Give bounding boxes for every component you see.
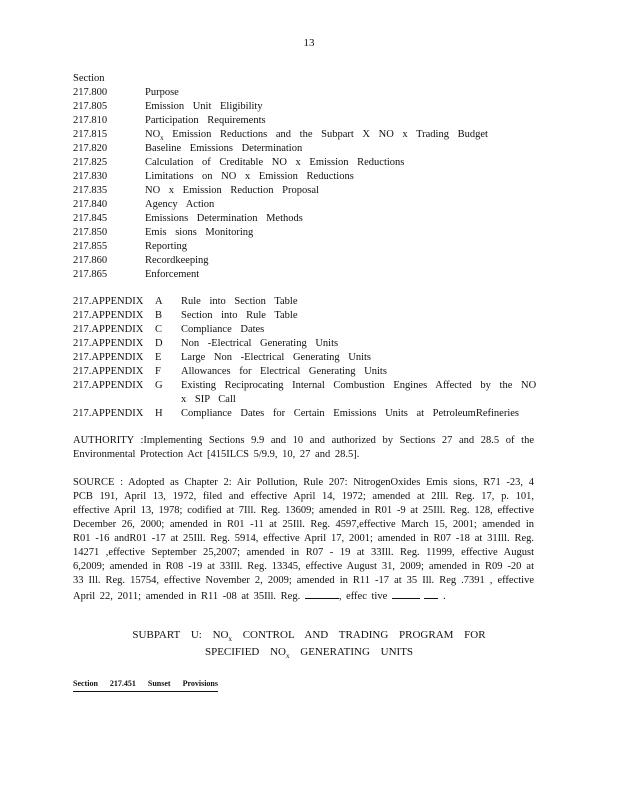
section-number: 217.855 <box>73 241 108 252</box>
section-title: Limitations on NO x Emission Reductions <box>145 171 354 182</box>
appendix-letter: H <box>155 408 163 419</box>
appendix-row <box>73 309 548 323</box>
blank-line <box>392 588 420 599</box>
section-title: Calculation of Creditable NO x Emission Reductions <box>145 157 405 168</box>
appendix-letter: B <box>155 310 163 321</box>
section-number: 217.825 <box>73 157 108 168</box>
section-list <box>73 86 553 282</box>
section-heading: Section <box>73 73 105 84</box>
section-title: Enforcement <box>145 269 200 280</box>
section-number: 217.815 <box>73 129 108 140</box>
appendix-label: 217.APPENDIX <box>73 310 144 321</box>
appendix-title: Rule into Section Table <box>181 296 298 307</box>
section-number: 217.850 <box>73 227 108 238</box>
source-text: SOURCE : Adopted as Chapter 2: Air Pollution, Rule 207: NitrogenOxides Emis sions, R71 -23, 4 PCB 191, April 13, 1972, filed and effective April 14, 1972; amended at 2Ill. Reg. 17, p. 101, effective April 13, 1978; codified at 7Ill. Reg. 13609; amended in R01 -9 at 25Ill. Reg. 128, effective December 26, 2000; amended in R01 -11 at 25Ill. Reg. 4597,effective March 15, 2001; amended in R01 -16 andR01 -17 at 25Ill. Reg. 5914, effective April 17, 2001; amended in R07 -18 at 31Ill. Reg. 14271 ,effective September 25,2007; amended in R07 - 19 at 33Ill. Reg. 11999, effective August 6,2009; amended in R08 -19 at 33Ill. Reg. 13345, effective August 31, 2009; amended in R09 -20 at 33 Ill. Reg. 15754, effective November 2, 2009; amended in R11 -17 at 35 Ill. Reg .7391 , effective April 22, 2011; amended in R11 -08 at 35Ill. Reg. <box>73 477 534 602</box>
appendix-letter: A <box>155 296 163 307</box>
appendix-list <box>73 295 548 421</box>
section-title: NO x Emission Reduction Proposal <box>145 185 319 196</box>
appendix-label: 217.APPENDIX <box>73 338 144 349</box>
source-end: . <box>443 591 446 602</box>
appendix-row <box>73 407 548 421</box>
appendix-label: 217.APPENDIX <box>73 408 144 419</box>
appendix-letter: G <box>155 380 163 391</box>
section-row <box>73 198 553 212</box>
appendix-title: Non -Electrical Generating Units <box>181 338 339 349</box>
section-title: Emissions Determination Methods <box>145 213 303 224</box>
section-title: Baseline Emissions Determination <box>145 143 303 154</box>
appendix-row <box>73 295 548 309</box>
appendix-row <box>73 351 548 365</box>
section-title-prefix: NO <box>145 129 161 140</box>
appendix-label: 217.APPENDIX <box>73 352 144 363</box>
section-title: Participation Requirements <box>145 115 266 126</box>
section-number: 217.845 <box>73 213 108 224</box>
section-row <box>73 142 553 156</box>
section-row <box>73 100 553 114</box>
appendix-label: 217.APPENDIX <box>73 366 144 377</box>
subpart-text: SPECIFIED NO <box>204 646 286 658</box>
section-row <box>73 114 553 128</box>
section-row <box>73 268 553 282</box>
appendix-title: Large Non -Electrical Generating Units <box>181 352 371 363</box>
section-row <box>73 170 553 184</box>
section-row <box>73 240 553 254</box>
subpart-title-line2 <box>0 645 618 659</box>
section-row <box>73 226 553 240</box>
section-row <box>73 156 553 170</box>
appendix-letter: D <box>155 338 163 349</box>
appendix-row <box>73 337 548 351</box>
section-title: Purpose <box>145 87 179 98</box>
subscript: x <box>160 134 164 143</box>
appendix-row <box>73 379 548 407</box>
subscript: x <box>228 635 232 644</box>
section-title: Reporting <box>145 241 187 252</box>
section-row <box>73 212 553 226</box>
source-effective: effec tive <box>346 591 388 602</box>
section-number: 217.805 <box>73 101 108 112</box>
section-number: 217.800 <box>73 87 108 98</box>
appendix-letter: F <box>155 366 161 377</box>
appendix-title: Section into Rule Table <box>181 310 298 321</box>
subpart-text: CONTROL AND TRADING PROGRAM FOR <box>242 629 486 641</box>
section-row <box>73 86 553 100</box>
appendix-letter: E <box>155 352 162 363</box>
section-number: 217.860 <box>73 255 108 266</box>
section-number: 217.840 <box>73 199 108 210</box>
subpart-title-line1 <box>0 628 618 642</box>
appendix-label: 217.APPENDIX <box>73 324 144 335</box>
section-title: Emission Reductions and the Subpart X NO x Trading Budget <box>172 129 488 140</box>
section-title: Emis sions Monitoring <box>145 227 254 238</box>
appendix-label: 217.APPENDIX <box>73 296 144 307</box>
section-row <box>73 184 553 198</box>
section-title: Agency Action <box>145 199 215 210</box>
section-number: 217.830 <box>73 171 108 182</box>
subscript: x <box>286 652 290 661</box>
appendix-row <box>73 365 548 379</box>
sunset-section-heading: Section 217.451 Sunset Provisions <box>73 677 218 692</box>
appendix-title: Existing Reciprocating Internal Combustion Engines Affected by the NO x SIP Call <box>181 380 537 405</box>
section-number: 217.810 <box>73 115 108 126</box>
appendix-letter: C <box>155 324 163 335</box>
source-note: SOURCE : Adopted as Chapter 2: Air Pollution, Rule 207: NitrogenOxides Emis sions, R71 -23, 4 PCB 191, April 13, 1972, filed and effective April 14, 1972; amended at 2Ill. Reg. 17, p. 101, effective April 13, 1978; codified at 7Ill. Reg. 13609; amended in R01 -9 at 25Ill. Reg. 128, effective December 26, 2000; amended in R01 -11 at 25Ill. Reg. 4597,effective March 15, 2001; amended in R01 -16 andR01 -17 at 25Ill. Reg. 5914, effective April 17, 2001; amended in R07 -18 at 31Ill. Reg. 14271 ,effective September 25,2007; amended in R07 - 19 at 33Ill. Reg. 11999, effective August 6,2009; amended in R08 -19 at 33Ill. Reg. 13345, effective August 31, 2009; amended in R09 -20 at 33 Ill. Reg. 15754, effective November 2, 2009; amended in R11 -17 at 35 Ill. Reg .7391 , effective April 22, 2011; amended in R11 -08 at 35Ill. Reg. , effec tive . <box>73 477 534 602</box>
appendix-title: Allowances for Electrical Generating Units <box>181 366 387 377</box>
section-title: Recordkeeping <box>145 255 209 266</box>
page-number: 13 <box>303 37 315 49</box>
section-number: 217.865 <box>73 269 108 280</box>
section-number: 217.835 <box>73 185 108 196</box>
subpart-text: GENERATING UNITS <box>300 646 414 658</box>
appendix-row <box>73 323 548 337</box>
blank-line <box>424 588 438 599</box>
blank-line <box>305 588 339 599</box>
appendix-title: Compliance Dates <box>181 324 265 335</box>
appendix-title: Compliance Dates for Certain Emissions Units at PetroleumRefineries <box>181 408 519 419</box>
authority-note: AUTHORITY :Implementing Sections 9.9 and 10 and authorized by Sections 27 and 28.5 of the Environmental Protection Act [415ILCS 5/9.9, 10, 27 and 28.5]. <box>73 435 534 460</box>
section-row <box>73 128 553 142</box>
section-number: 217.820 <box>73 143 108 154</box>
section-row <box>73 254 553 268</box>
subpart-text: SUBPART U: NO <box>132 629 229 641</box>
appendix-label: 217.APPENDIX <box>73 380 144 391</box>
section-title: Emission Unit Eligibility <box>145 101 263 112</box>
